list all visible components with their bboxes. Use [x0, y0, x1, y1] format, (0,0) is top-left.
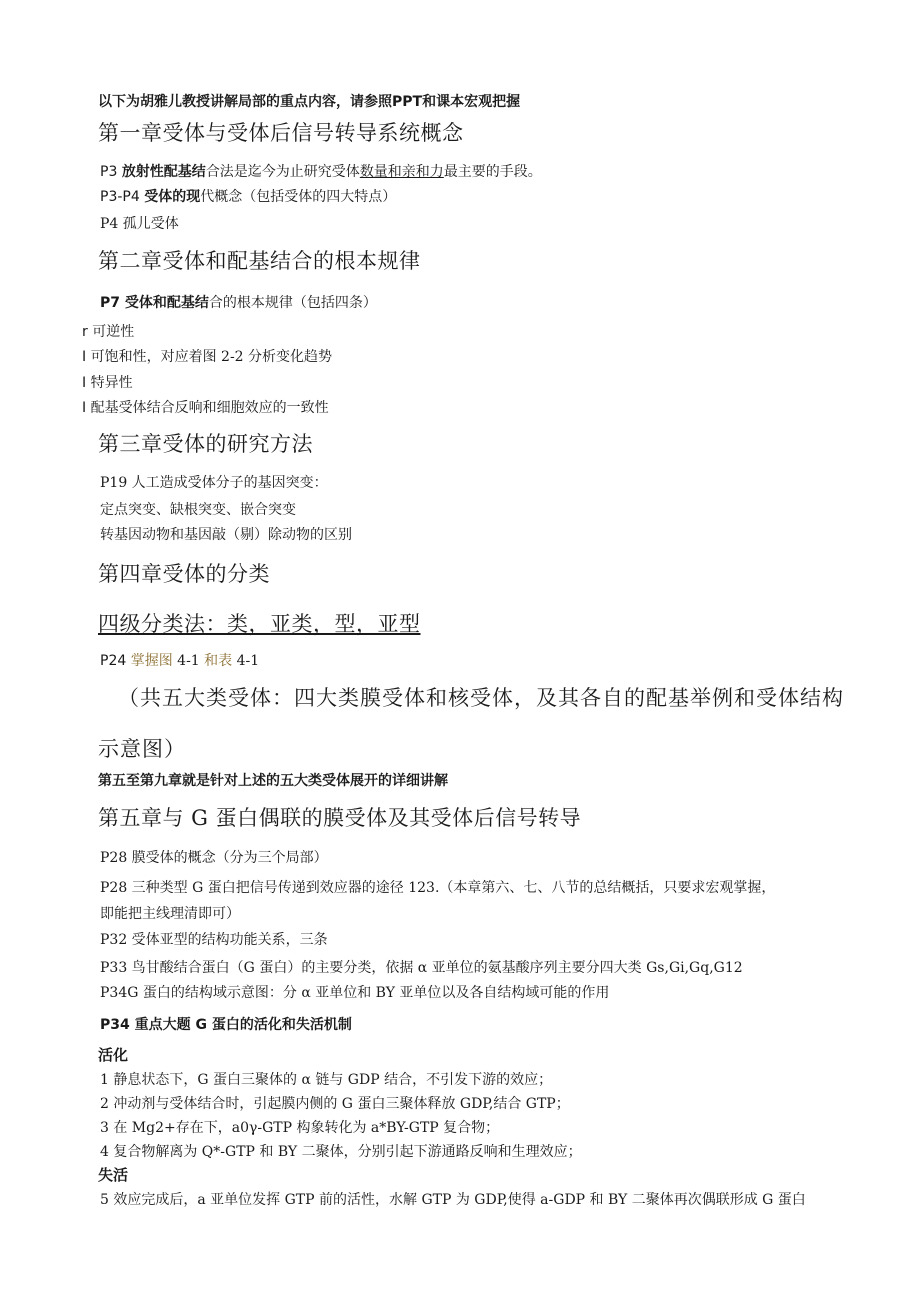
ch2-item-text: 配基受体结合反响和细胞效应的一致性 [90, 400, 329, 416]
ch2-item-mark: r [82, 324, 88, 340]
ch3-line-1: P19 人工造成受体分子的基因突变： [100, 475, 328, 491]
activation-step-3: 3 在 Mg2+存在下，a0γ-GTP 构象转化为 a*BY-GTP 复合物； [100, 1120, 500, 1136]
chapter-2-title: 第二章受体和配基结合的根本规律 [98, 249, 421, 273]
ch4-p24 [100, 650, 259, 670]
ch1-l1-bold: 放射性配基结 [121, 164, 206, 180]
ch1-line-3: P4 孤儿受体 [100, 216, 179, 232]
ch5-line-2b: 即能把主线理清即可） [100, 906, 240, 922]
ch1-l1-prefix: P3 [100, 164, 118, 180]
ch5-note: 第五至第九章就是针对上述的五大类受体展开的详细讲解 [98, 773, 448, 789]
ch1-l2-prefix: P3-P4 [100, 189, 140, 205]
ch2-item-text: 特异性 [90, 375, 133, 391]
ch2-item-mark: I [82, 349, 87, 365]
ch5-line-1: P28 膜受体的概念（分为三个局部） [100, 850, 328, 866]
ch2-item-mark: I [82, 375, 87, 391]
ch2-lead-bold: P7 受体和配基结 [100, 295, 209, 311]
ch1-l2-text: 代概念（包括受体的四大特点） [200, 189, 397, 205]
chapter-5-title: 第五章与 G 蛋白偶联的膜受体及其受体后信号转导 [98, 806, 582, 830]
ch4-p24-t2: 和表 [204, 653, 233, 669]
chapter-1-title: 第一章受体与受体后信号转导系统概念 [98, 121, 464, 145]
ch5-line-6: P34 重点大题 G 蛋白的活化和失活机制 [100, 1017, 352, 1033]
ch3-line-3: 转基因动物和基因敲（剔）除动物的区别 [100, 527, 352, 543]
ch5-line-5: P34G 蛋白的结构域示意图：分 α 亚单位和 BY 亚单位以及各自结构域可能的作用 [100, 985, 610, 1001]
ch2-lead [100, 292, 377, 312]
ch4-p24-t1: 掌握图 [130, 653, 173, 669]
ch4-big-line-1: （共五大类受体：四大类膜受体和核受体，及其各自的配基举例和受体结构 [118, 686, 844, 710]
ch2-lead-text: 合的根本规律（包括四条） [208, 295, 377, 311]
activation-step-4: 4 复合物解离为 Q*-GTP 和 BY 二聚体，分别引起下游通路反响和生理效应； [100, 1144, 582, 1160]
activation-step-2: 2 冲动剂与受体结合时，引起膜内侧的 G 蛋白三聚体释放 GDP,结合 GTP； [100, 1096, 570, 1112]
ch1-line-1 [100, 161, 542, 181]
deactivation-step-5: 5 效应完成后，a 亚单位发挥 GTP 前的活性，水解 GTP 为 GDP,使得 a-GDP 和 BY 二聚体再次偶联形成 G 蛋白 [100, 1192, 806, 1208]
ch1-l1-underline: 数量和亲和力 [359, 164, 444, 180]
ch2-item-text: 可饱和性，对应着图 2-2 分析变化趋势 [90, 349, 333, 365]
intro-note: 以下为胡雅儿教授讲解局部的重点内容，请参照PPT和课本宏观把握 [98, 94, 521, 110]
ch2-item [82, 397, 329, 417]
ch4-p24-prefix: P24 [100, 653, 127, 669]
ch2-item [82, 346, 332, 366]
ch2-item-text: 可逆性 [92, 324, 135, 340]
chapter-4-title: 第四章受体的分类 [98, 562, 270, 586]
ch1-l2-bold: 受体的现 [144, 189, 201, 205]
ch4-p24-n1: 4-1 [177, 653, 200, 669]
deactivation-heading: 失活 [98, 1166, 129, 1184]
ch2-item [82, 321, 134, 341]
ch4-subtitle: 四级分类法：类，亚类，型，亚型 [98, 612, 421, 636]
activation-step-1: 1 静息状态下，G 蛋白三聚体的 α 链与 GDP 结合，不引发下游的效应； [100, 1072, 553, 1088]
ch3-line-2: 定点突变、缺根突变、嵌合突变 [100, 502, 296, 518]
ch2-item-mark: I [82, 400, 87, 416]
ch1-l1-text2: 最主要的手段。 [443, 164, 542, 180]
ch4-p24-n2: 4-1 [236, 653, 260, 669]
ch2-item [82, 372, 133, 392]
ch1-line-2 [100, 186, 396, 206]
chapter-3-title: 第三章受体的研究方法 [98, 432, 313, 456]
ch5-line-2a: P28 三种类型 G 蛋白把信号传递到效应器的途径 123.（本章第六、七、八节的总结概括，只要求宏观掌握， [100, 880, 776, 896]
ch5-line-4: P33 鸟甘酸结合蛋白（G 蛋白）的主要分类，依据 α 亚单位的氨基酸序列主要分四大类 Gs,Gi,Gq,G12 [100, 960, 743, 976]
ch4-big-line-2: 示意图） [98, 737, 186, 761]
activation-heading: 活化 [98, 1046, 129, 1064]
ch5-line-3: P32 受体亚型的结构功能关系，三条 [100, 932, 328, 948]
ch1-l1-text1: 合法是迄今为止研究受体 [205, 164, 360, 180]
